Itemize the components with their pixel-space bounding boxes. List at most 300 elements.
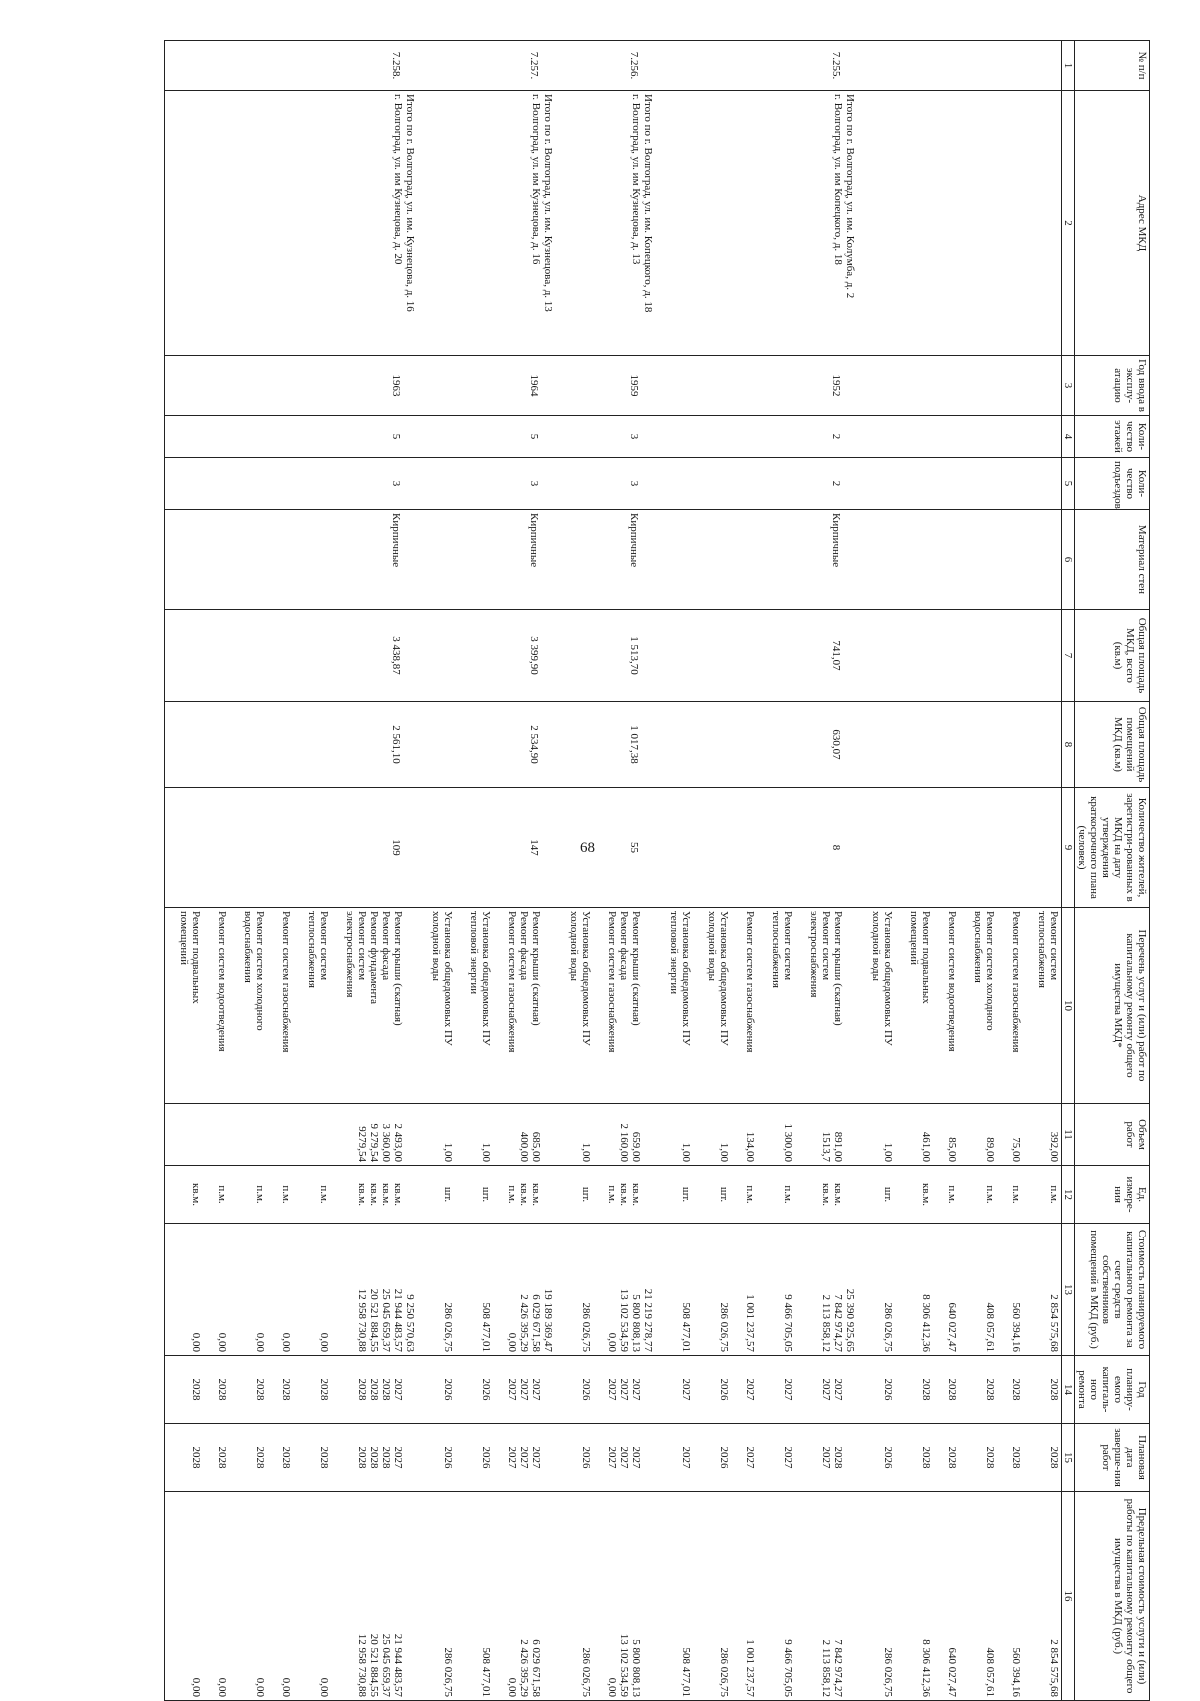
spacer-cell [417, 788, 429, 908]
header-cell: Плановая дата заверше-ния работ [1075, 1424, 1150, 1492]
residents-cell [505, 788, 555, 908]
spacer-cell [555, 908, 567, 1104]
volume-cell-line [606, 1107, 618, 1162]
empty-cell [305, 458, 331, 510]
column-number: 16 [1062, 1492, 1075, 1701]
spacer-cell [895, 416, 907, 458]
volume-cell-line: 1,00 [442, 1142, 454, 1162]
unit-cell [769, 1166, 795, 1224]
empty-cell [705, 610, 731, 702]
unit-cell [807, 1166, 857, 1224]
limit-cost-cell [215, 1492, 229, 1701]
unit-cell-line: п.м. [280, 1185, 292, 1204]
spacer-cell [757, 610, 769, 702]
spacer-cell [493, 41, 505, 91]
empty-cell [429, 458, 455, 510]
empty-cell [1009, 702, 1023, 788]
spacer-cell [417, 1166, 429, 1224]
empty-cell [279, 610, 293, 702]
spacer-cell [165, 458, 178, 510]
limit-cost-cell-line: 0,00 [606, 1677, 618, 1697]
empty-cell [869, 416, 895, 458]
wall-material-cell-text: Кирпичные [628, 513, 640, 568]
empty-cell [177, 788, 203, 908]
spacer-cell [555, 1424, 567, 1492]
spacer-cell [959, 702, 971, 788]
work-cell-line: Установка общедомовых ПУ [442, 911, 454, 1046]
volume-cell-line: 134,00 [744, 1131, 756, 1162]
end-date-cell-line: 2026 [480, 1446, 492, 1469]
spacer-cell [593, 356, 605, 416]
work-cell-line: Ремонт крыши (скатная) [832, 911, 844, 1026]
spacer-cell [493, 610, 505, 702]
limit-cost-cell-line: 560 394,16 [1010, 1647, 1022, 1697]
residents-cell-text: 55 [628, 842, 640, 853]
spacer-cell [1023, 91, 1035, 356]
cost-cell [743, 1224, 757, 1356]
limit-cost-cell [945, 1492, 959, 1701]
empty-cell [241, 356, 267, 416]
cost-cell [769, 1224, 795, 1356]
spacer-cell [895, 1424, 907, 1492]
limit-cost-cell-line: 6 029 671,58 [530, 1639, 542, 1697]
floors-cell [605, 416, 655, 458]
work-cell [343, 908, 417, 1104]
volume-cell-line: 85,00 [946, 1137, 958, 1162]
volume-cell [1035, 1104, 1062, 1166]
spacer-cell [455, 1166, 467, 1224]
repair-year-cell-line: 2026 [480, 1378, 492, 1401]
spacer-cell [593, 41, 605, 91]
repair-year-cell-line: 2026 [882, 1378, 894, 1401]
empty-cell [945, 510, 959, 610]
column-number: 4 [1062, 416, 1075, 458]
spacer-cell [493, 1492, 505, 1701]
spacer-cell [731, 1224, 743, 1356]
work-cell-line: Ремонт систем водоотведения [946, 911, 958, 1052]
spacer-cell [229, 610, 241, 702]
spacer-cell [455, 610, 467, 702]
column-number: 6 [1062, 510, 1075, 610]
address-cell [505, 91, 555, 356]
work-cell-line: Установка общедомовых ПУ [680, 911, 692, 1046]
wall-material-cell-text: Кирпичные [390, 513, 402, 568]
entrances-cell [343, 458, 417, 510]
year-built-cell [807, 356, 857, 416]
limit-cost-cell-line: 508 477,01 [480, 1647, 492, 1697]
spacer-cell [795, 1224, 807, 1356]
empty-cell [567, 510, 593, 610]
limit-cost-cell [279, 1492, 293, 1701]
wall-material-cell [807, 510, 857, 610]
repair-year-cell [807, 1356, 857, 1424]
spacer-cell [455, 416, 467, 458]
unit-cell [241, 1166, 267, 1224]
spacer-cell [693, 356, 705, 416]
spacer-cell [1023, 1104, 1035, 1166]
spacer-cell [331, 41, 343, 91]
spacer-cell [331, 416, 343, 458]
end-date-cell [177, 1424, 203, 1492]
spacer-cell [455, 908, 467, 1104]
end-date-cell-line: 2027 [392, 1446, 404, 1469]
end-date-cell-line: 2026 [442, 1446, 454, 1469]
cost-cell-line: 0,00 [506, 1332, 518, 1352]
year-built-cell-text: 1959 [628, 374, 640, 397]
spacer-cell [293, 908, 305, 1104]
work-cell-line: электроснабжения [344, 911, 356, 998]
empty-cell [1035, 788, 1062, 908]
end-date-cell [505, 1424, 555, 1492]
repair-year-cell-line: 2028 [190, 1378, 202, 1401]
spacer-cell [895, 91, 907, 356]
table-row [505, 41, 555, 1701]
spacer-cell [795, 510, 807, 610]
unit-cell-line: п.м. [782, 1185, 794, 1204]
empty-cell [743, 510, 757, 610]
spacer-cell [731, 1424, 743, 1492]
spacer-cell [895, 41, 907, 91]
header-cell: Адрес МКД [1075, 91, 1150, 356]
row-spacer [655, 41, 667, 1701]
end-date-cell-line: 2027 [606, 1446, 618, 1469]
empty-cell [907, 510, 933, 610]
spacer-cell [417, 510, 429, 610]
empty-cell [177, 610, 203, 702]
spacer-cell [857, 908, 869, 1104]
address-cell-line: Итого по г. Волгоград, ул. им. Кузнецова, д. 16 [404, 94, 416, 312]
repair-year-cell-line: 2027 [618, 1378, 630, 1401]
entrances-cell-text: 3 [628, 480, 640, 487]
total-area-cell [505, 610, 555, 702]
row-spacer [895, 41, 907, 1701]
repair-year-cell [667, 1356, 693, 1424]
unit-cell [667, 1166, 693, 1224]
entrances-cell-text: 3 [390, 480, 402, 487]
spacer-cell [655, 610, 667, 702]
end-date-cell [279, 1424, 293, 1492]
empty-cell [215, 702, 229, 788]
limit-cost-cell-line: 286 026,75 [580, 1647, 592, 1697]
volume-cell [343, 1104, 417, 1166]
limit-cost-cell [241, 1492, 267, 1701]
cost-cell-line: 9 250 570,63 [404, 1294, 416, 1352]
table-row [807, 41, 857, 1701]
empty-cell [467, 510, 493, 610]
limit-cost-cell-line: 408 057,61 [984, 1647, 996, 1697]
repair-year-cell [305, 1356, 331, 1424]
work-cell [667, 908, 693, 1104]
unit-cell [279, 1166, 293, 1224]
spacer-cell [997, 1104, 1009, 1166]
limit-cost-cell [177, 1492, 203, 1701]
residents-cell-text: 109 [390, 839, 402, 856]
volume-cell [907, 1104, 933, 1166]
limit-cost-cell-line: 7 842 974,27 [832, 1639, 844, 1697]
spacer-cell [203, 1492, 215, 1701]
work-cell-line: Ремонт систем холодного [254, 911, 266, 1031]
work-cell [1035, 908, 1062, 1104]
row-spacer [757, 41, 769, 1701]
spacer-cell [997, 702, 1009, 788]
spacer-cell [493, 908, 505, 1104]
spacer-cell [757, 1424, 769, 1492]
volume-cell-line: 1,00 [580, 1142, 592, 1162]
end-date-cell-line: 2028 [984, 1446, 996, 1469]
spacer-cell [267, 1166, 279, 1224]
empty-cell [1009, 41, 1023, 91]
cost-cell [907, 1224, 933, 1356]
spacer-cell [693, 908, 705, 1104]
header-cell: Ед. измере-ния [1075, 1166, 1150, 1224]
spacer-cell [229, 1424, 241, 1492]
spacer-cell [997, 356, 1009, 416]
spacer-cell [693, 1166, 705, 1224]
column-number: 1 [1062, 41, 1075, 91]
spacer-cell [731, 41, 743, 91]
spacer-cell [417, 702, 429, 788]
work-cell [279, 908, 293, 1104]
cost-cell [667, 1224, 693, 1356]
limit-cost-cell [769, 1492, 795, 1701]
spacer-cell [229, 510, 241, 610]
volume-cell [667, 1104, 693, 1166]
spacer-cell [757, 1166, 769, 1224]
spacer-cell [555, 356, 567, 416]
work-cell-line: Ремонт подвальных [920, 911, 932, 1004]
spacer-cell [959, 91, 971, 356]
repair-year-cell-line: 2027 [606, 1378, 618, 1401]
empty-cell [467, 610, 493, 702]
limit-cost-cell [807, 1492, 857, 1701]
empty-cell [305, 702, 331, 788]
end-date-cell-line: 2026 [718, 1446, 730, 1469]
limit-cost-cell [907, 1492, 933, 1701]
empty-cell [467, 356, 493, 416]
row-number-text: 7.256. [628, 51, 640, 80]
table-row [1035, 41, 1062, 1701]
empty-cell [667, 610, 693, 702]
address-cell-line: г. Волгоград, ул. им Кузнецова, д. 16 [530, 94, 542, 265]
unit-cell [567, 1166, 593, 1224]
work-cell [215, 908, 229, 1104]
spacer-cell [555, 610, 567, 702]
empty-cell [305, 356, 331, 416]
spacer-cell [959, 1104, 971, 1166]
work-cell [1009, 908, 1023, 1104]
empty-cell [971, 41, 997, 91]
repair-year-cell [1009, 1356, 1023, 1424]
volume-cell-line: 2 160,00 [618, 1123, 630, 1162]
spacer-cell [655, 91, 667, 356]
cost-cell-line: 20 521 884,55 [368, 1288, 380, 1352]
row-number-text: 7.255. [830, 51, 842, 80]
spacer-cell [1023, 510, 1035, 610]
volume-cell [971, 1104, 997, 1166]
cost-cell-line: 9 466 705,05 [782, 1294, 794, 1352]
spacer-cell [757, 908, 769, 1104]
spacer-cell [693, 41, 705, 91]
spacer-cell [933, 41, 945, 91]
spacer-cell [997, 1424, 1009, 1492]
empty-cell [429, 788, 455, 908]
limit-cost-cell-line: 0,00 [216, 1677, 228, 1697]
empty-cell [1009, 356, 1023, 416]
header-cell: Год планиру-емого капиталь-ного ремонта [1075, 1356, 1150, 1424]
repair-year-cell-line: 2028 [368, 1378, 380, 1401]
spacer-cell [203, 356, 215, 416]
limit-cost-cell-line: 0,00 [506, 1677, 518, 1697]
limit-cost-cell-line: 2 854 575,68 [1048, 1639, 1060, 1697]
work-cell-line: холодной воды [706, 911, 718, 982]
floors-cell-text: 3 [628, 433, 640, 440]
residents-cell-text: 147 [528, 839, 540, 856]
unit-cell [467, 1166, 493, 1224]
spacer-cell [455, 510, 467, 610]
work-cell-line: теплоснабжения [1036, 911, 1048, 988]
empty-cell [241, 788, 267, 908]
spacer-cell [795, 1104, 807, 1166]
spacer-cell [857, 91, 869, 356]
empty-cell [667, 41, 693, 91]
volume-cell [945, 1104, 959, 1166]
work-cell-line: водоснабжения [242, 911, 254, 983]
spacer-cell [655, 1424, 667, 1492]
work-cell-line: Ремонт крыши (скатная) [630, 911, 642, 1026]
work-cell-line [642, 911, 654, 1100]
row-spacer [293, 41, 305, 1701]
cost-cell [971, 1224, 997, 1356]
spacer-cell [593, 908, 605, 1104]
unit-cell [343, 1166, 417, 1224]
spacer-cell [959, 1356, 971, 1424]
spacer-cell [1023, 1224, 1035, 1356]
volume-cell [467, 1104, 493, 1166]
address-cell [343, 91, 417, 356]
work-cell-line: Ремонт крыши (скатная) [530, 911, 542, 1026]
volume-cell [869, 1104, 895, 1166]
row-spacer [1023, 41, 1035, 1701]
empty-cell [241, 510, 267, 610]
spacer-cell [655, 1104, 667, 1166]
spacer-cell [165, 1356, 178, 1424]
cost-cell-line: 8 306 412,36 [920, 1294, 932, 1352]
spacer-cell [229, 1356, 241, 1424]
limit-cost-cell-line [844, 1495, 856, 1697]
empty-cell [907, 610, 933, 702]
spacer-cell [455, 91, 467, 356]
spacer-cell [165, 1492, 178, 1701]
volume-cell-line [318, 1107, 330, 1162]
volume-cell [241, 1104, 267, 1166]
unit-cell-line: п.м. [1048, 1185, 1060, 1204]
table-row [215, 41, 229, 1701]
volume-cell-line: 659,00 [630, 1131, 642, 1162]
spacer-cell [693, 1424, 705, 1492]
spacer-cell [293, 416, 305, 458]
spacer-cell [933, 91, 945, 356]
column-number: 3 [1062, 356, 1075, 416]
spacer-cell [229, 788, 241, 908]
column-number: 14 [1062, 1356, 1075, 1424]
spacer-cell [593, 610, 605, 702]
wall-material-cell-text: Кирпичные [528, 513, 540, 568]
column-number: 2 [1062, 91, 1075, 356]
cost-cell-line: 25 390 925,65 [844, 1288, 856, 1352]
spacer-cell [933, 1166, 945, 1224]
spacer-cell [857, 788, 869, 908]
spacer-cell [293, 1166, 305, 1224]
spacer-cell [593, 510, 605, 610]
spacer-cell [331, 1424, 343, 1492]
row-spacer [959, 41, 971, 1701]
empty-cell [869, 41, 895, 91]
spacer-cell [267, 356, 279, 416]
spacer-cell [331, 788, 343, 908]
limit-cost-cell [505, 1492, 555, 1701]
table-row [343, 41, 417, 1701]
header-cell: Коли-чество подъездов [1075, 458, 1150, 510]
row-number [605, 41, 655, 91]
spacer-cell [267, 510, 279, 610]
empty-cell [869, 356, 895, 416]
table-row [279, 41, 293, 1701]
end-date-cell-line [642, 1427, 654, 1488]
empty-cell [1035, 91, 1062, 356]
spacer-cell [1023, 788, 1035, 908]
empty-cell [1035, 610, 1062, 702]
empty-cell [279, 458, 293, 510]
repair-year-cell-line: 2028 [280, 1378, 292, 1401]
spacer-cell [555, 1104, 567, 1166]
empty-cell [305, 416, 331, 458]
empty-cell [1009, 788, 1023, 908]
table-row [1009, 41, 1023, 1701]
unit-cell-line: п.м. [318, 1185, 330, 1204]
end-date-cell-line: 2027 [506, 1446, 518, 1469]
spacer-cell [857, 510, 869, 610]
repair-year-cell-line: 2028 [254, 1378, 266, 1401]
spacer-cell [795, 1492, 807, 1701]
unit-cell-line [642, 1169, 654, 1220]
empty-cell [429, 91, 455, 356]
spacer-cell [933, 702, 945, 788]
empty-cell [1009, 458, 1023, 510]
end-date-cell [343, 1424, 417, 1492]
empty-cell [1009, 610, 1023, 702]
spacer-cell [795, 41, 807, 91]
spacer-cell [593, 1104, 605, 1166]
spacer-cell [933, 458, 945, 510]
unit-cell [705, 1166, 731, 1224]
table-row [605, 41, 655, 1701]
work-cell-line [542, 911, 554, 1100]
end-date-cell-line: 2027 [744, 1446, 756, 1469]
spacer-cell [229, 356, 241, 416]
spacer-cell [1023, 610, 1035, 702]
spacer-cell [555, 91, 567, 356]
spacer-cell [229, 1224, 241, 1356]
spacer-cell [997, 91, 1009, 356]
empty-cell [429, 416, 455, 458]
spacer-cell [203, 610, 215, 702]
empty-cell [667, 416, 693, 458]
empty-cell [279, 788, 293, 908]
spacer-cell [267, 458, 279, 510]
work-cell-line: Ремонт систем газоснабжения [744, 911, 756, 1053]
column-number-row [1062, 41, 1075, 1701]
entrances-cell [807, 458, 857, 510]
